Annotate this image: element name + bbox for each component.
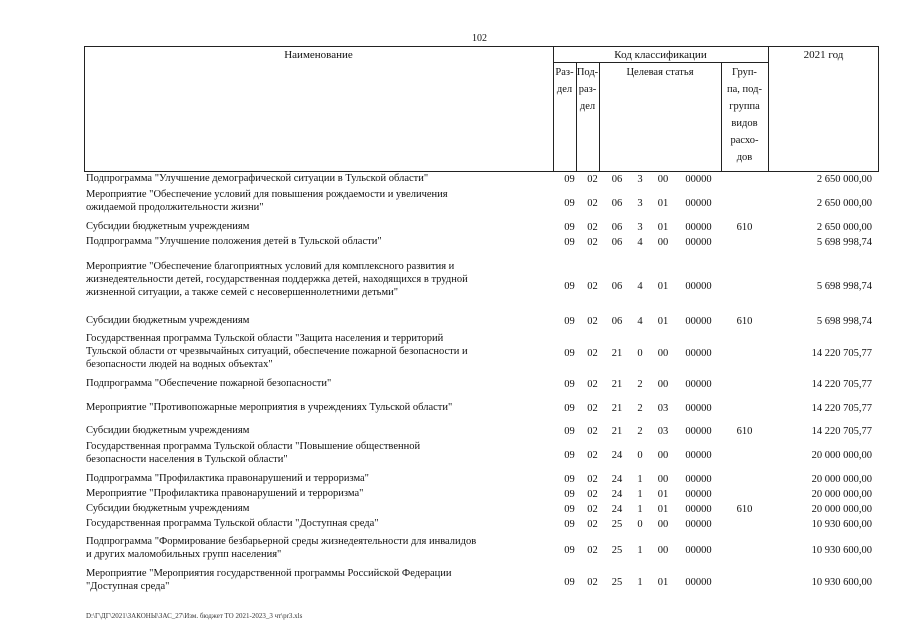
row-code-c2: 4 <box>637 280 643 292</box>
row-code-c3: 01 <box>657 197 669 209</box>
row-code-c4: 00000 <box>685 347 712 359</box>
row-name: Субсидии бюджетным учреждениям <box>86 503 250 514</box>
row-name: Государственная программа Тульской области "Повышение общественной безопасности населения в Тульской области" <box>86 441 421 465</box>
row-code-pr: 02 <box>587 518 598 530</box>
row-code-c4: 00000 <box>685 449 712 461</box>
table-row <box>86 314 876 328</box>
row-code-c2: 2 <box>637 425 643 437</box>
header-name: Наименование <box>284 49 353 61</box>
row-code-c1: 06 <box>611 236 623 248</box>
page-number: 102 <box>472 33 487 44</box>
row-amount: 20 000 000,00 <box>811 449 872 461</box>
row-code-c4: 00000 <box>685 173 712 185</box>
row-code-c1: 24 <box>611 473 623 485</box>
table-row <box>86 440 876 470</box>
table-row <box>86 377 876 391</box>
row-amount: 14 220 705,77 <box>811 402 872 414</box>
row-code-c2: 1 <box>637 488 643 500</box>
row-code-c2: 4 <box>637 315 643 327</box>
row-code-vr: 610 <box>736 221 753 233</box>
row-code-c3: 01 <box>657 576 669 588</box>
row-code-c3: 00 <box>657 173 669 185</box>
header-razdel: Раз- дел <box>555 67 574 95</box>
row-amount: 14 220 705,77 <box>811 425 872 437</box>
row-name: Субсидии бюджетным учреждениям <box>86 315 250 326</box>
row-code-vr: 610 <box>736 315 753 327</box>
row-amount: 2 650 000,00 <box>816 173 872 185</box>
row-name: Мероприятие "Обеспечение условий для повышения рождаемости и увеличения ожидаемой продолжительности жизни" <box>86 189 448 213</box>
row-code-c1: 06 <box>611 221 623 233</box>
row-code-pr: 02 <box>587 402 598 414</box>
row-name: Подпрограмма "Улучшение демографической ситуации в Тульской области" <box>86 173 429 184</box>
row-code-c3: 00 <box>657 236 669 248</box>
row-code-c2: 3 <box>637 173 643 185</box>
row-name: Подпрограмма "Обеспечение пожарной безопасности" <box>86 378 332 389</box>
row-code-c1: 21 <box>611 425 623 437</box>
row-code-c2: 1 <box>637 576 643 588</box>
row-name: Мероприятие "Обеспечение благоприятных условий для комплексного развития и жизнедеятельности детей, государственная поддержка детей, находящихся в трудной жизненной ситуации, а также семей с несовершеннолетними детьми" <box>86 261 468 298</box>
row-code-c3: 00 <box>657 449 669 461</box>
row-amount: 20 000 000,00 <box>811 503 872 515</box>
row-code-pr: 02 <box>587 347 598 359</box>
row-code-c4: 00000 <box>685 402 712 414</box>
row-code-c1: 21 <box>611 347 623 359</box>
row-code-rz: 09 <box>564 347 575 359</box>
table-row <box>86 567 876 597</box>
header-podrazdel: Под- раз- дел <box>576 67 599 112</box>
row-code-c4: 00000 <box>685 503 712 515</box>
row-code-c2: 1 <box>637 473 643 485</box>
row-code-pr: 02 <box>587 173 598 185</box>
header-code: Код классификации <box>614 49 707 61</box>
row-amount: 2 650 000,00 <box>816 197 872 209</box>
row-code-rz: 09 <box>564 378 575 390</box>
row-code-rz: 09 <box>564 425 575 437</box>
row-code-c4: 00000 <box>685 518 712 530</box>
row-code-c4: 00000 <box>685 197 712 209</box>
row-name: Субсидии бюджетным учреждениям <box>86 425 250 436</box>
row-code-rz: 09 <box>564 221 575 233</box>
row-code-c4: 00000 <box>685 236 712 248</box>
row-code-pr: 02 <box>587 236 598 248</box>
table-row <box>86 235 876 249</box>
row-amount: 5 698 998,74 <box>816 236 872 248</box>
row-code-c3: 03 <box>657 425 669 437</box>
row-code-c3: 00 <box>657 544 669 556</box>
row-code-c1: 21 <box>611 378 623 390</box>
row-amount: 20 000 000,00 <box>811 488 872 500</box>
row-name: Государственная программа Тульской области "Доступная среда" <box>86 518 379 529</box>
row-code-pr: 02 <box>587 315 598 327</box>
row-code-rz: 09 <box>564 544 575 556</box>
row-code-rz: 09 <box>564 197 575 209</box>
row-code-c4: 00000 <box>685 221 712 233</box>
row-amount: 2 650 000,00 <box>816 221 872 233</box>
header-gruppa: Груп- па, под- группа видов расхо- дов <box>727 67 762 163</box>
row-code-pr: 02 <box>587 576 598 588</box>
row-amount: 5 698 998,74 <box>816 280 872 292</box>
row-code-pr: 02 <box>587 473 598 485</box>
row-code-c4: 00000 <box>685 576 712 588</box>
row-code-c4: 00000 <box>685 544 712 556</box>
table-row <box>86 188 876 218</box>
row-code-c2: 3 <box>637 221 643 233</box>
table-row <box>86 487 876 501</box>
row-amount: 10 930 600,00 <box>811 518 872 530</box>
row-amount: 14 220 705,77 <box>811 378 872 390</box>
row-code-c1: 25 <box>611 576 623 588</box>
row-code-c3: 03 <box>657 402 669 414</box>
row-name: Государственная программа Тульской области "Защита населения и территорий Тульской области от чрезвычайных ситуаций, обеспечение пожарной безопасности и безопасности людей на водных объектах" <box>86 333 468 370</box>
row-code-c2: 1 <box>637 544 643 556</box>
row-code-pr: 02 <box>587 544 598 556</box>
table-row <box>86 517 876 531</box>
row-amount: 14 220 705,77 <box>811 347 872 359</box>
row-code-pr: 02 <box>587 280 598 292</box>
row-amount: 10 930 600,00 <box>811 544 872 556</box>
row-code-c3: 00 <box>657 518 669 530</box>
row-code-c2: 0 <box>637 347 643 359</box>
row-code-c2: 2 <box>637 402 643 414</box>
row-code-rz: 09 <box>564 503 575 515</box>
row-code-c3: 00 <box>657 378 669 390</box>
file-path-footer: D:\Г\ДГ\2021\ЗАКОНЫ\ЗАС_27\Изм. бюджет ТО 2021-2023_3 чт\pr3.xls <box>86 612 303 620</box>
row-amount: 10 930 600,00 <box>811 576 872 588</box>
row-code-c3: 01 <box>657 315 669 327</box>
row-code-rz: 09 <box>564 280 575 292</box>
row-code-vr: 610 <box>736 503 753 515</box>
row-code-pr: 02 <box>587 378 598 390</box>
row-code-pr: 02 <box>587 503 598 515</box>
row-code-c3: 01 <box>657 503 669 515</box>
row-code-c1: 24 <box>611 449 623 461</box>
row-code-c2: 3 <box>637 197 643 209</box>
row-code-c1: 25 <box>611 518 623 530</box>
row-code-c2: 0 <box>637 518 643 530</box>
row-code-c1: 06 <box>611 173 623 185</box>
row-code-c4: 00000 <box>685 473 712 485</box>
row-code-pr: 02 <box>587 449 598 461</box>
row-code-c1: 24 <box>611 488 623 500</box>
row-amount: 5 698 998,74 <box>816 315 872 327</box>
row-code-rz: 09 <box>564 576 575 588</box>
row-code-rz: 09 <box>564 315 575 327</box>
row-amount: 20 000 000,00 <box>811 473 872 485</box>
row-code-pr: 02 <box>587 197 598 209</box>
row-code-c3: 00 <box>657 473 669 485</box>
row-code-c4: 00000 <box>685 488 712 500</box>
row-code-c1: 24 <box>611 503 623 515</box>
table-row <box>86 502 876 516</box>
row-code-rz: 09 <box>564 402 575 414</box>
row-code-rz: 09 <box>564 236 575 248</box>
row-name: Субсидии бюджетным учреждениям <box>86 221 250 232</box>
row-code-pr: 02 <box>587 221 598 233</box>
table-row <box>86 260 876 312</box>
row-code-c1: 25 <box>611 544 623 556</box>
row-code-c2: 1 <box>637 503 643 515</box>
table-row <box>86 401 876 415</box>
row-code-pr: 02 <box>587 425 598 437</box>
row-code-c2: 2 <box>637 378 643 390</box>
row-code-c4: 00000 <box>685 378 712 390</box>
row-name: Подпрограмма "Формирование безбарьерной среды жизнедеятельности для инвалидов и других маломобильных групп населения" <box>86 536 477 560</box>
table-row <box>86 472 876 486</box>
header-year: 2021 год <box>803 49 844 61</box>
row-code-c1: 06 <box>611 280 623 292</box>
row-name: Мероприятие "Мероприятия государственной программы Российской Федерации "Доступная среда" <box>86 568 452 592</box>
row-name: Мероприятие "Профилактика правонарушений и терроризма" <box>86 488 364 499</box>
row-name: Мероприятие "Противопожарные мероприятия в учреждениях Тульской области" <box>86 402 453 413</box>
row-code-c4: 00000 <box>685 280 712 292</box>
table-row <box>86 332 876 374</box>
row-code-rz: 09 <box>564 473 575 485</box>
row-code-c3: 01 <box>657 280 669 292</box>
row-code-c4: 00000 <box>685 425 712 437</box>
row-code-c2: 0 <box>637 449 643 461</box>
row-code-c3: 01 <box>657 221 669 233</box>
row-code-c3: 01 <box>657 488 669 500</box>
row-name: Подпрограмма "Профилактика правонарушений и терроризма" <box>86 473 369 484</box>
header-statya: Целевая статья <box>626 67 694 78</box>
row-code-c1: 21 <box>611 402 623 414</box>
row-code-c1: 06 <box>611 197 623 209</box>
row-code-rz: 09 <box>564 173 575 185</box>
row-name: Подпрограмма "Улучшение положения детей в Тульской области" <box>86 236 382 247</box>
row-code-c1: 06 <box>611 315 623 327</box>
row-code-c2: 4 <box>637 236 643 248</box>
row-code-c3: 00 <box>657 347 669 359</box>
table-row <box>86 220 876 234</box>
row-code-c4: 00000 <box>685 315 712 327</box>
row-code-rz: 09 <box>564 488 575 500</box>
row-code-pr: 02 <box>587 488 598 500</box>
table-row <box>86 535 876 565</box>
table-row <box>86 172 876 186</box>
row-code-vr: 610 <box>736 425 753 437</box>
row-code-rz: 09 <box>564 449 575 461</box>
row-code-rz: 09 <box>564 518 575 530</box>
table-row <box>86 424 876 438</box>
